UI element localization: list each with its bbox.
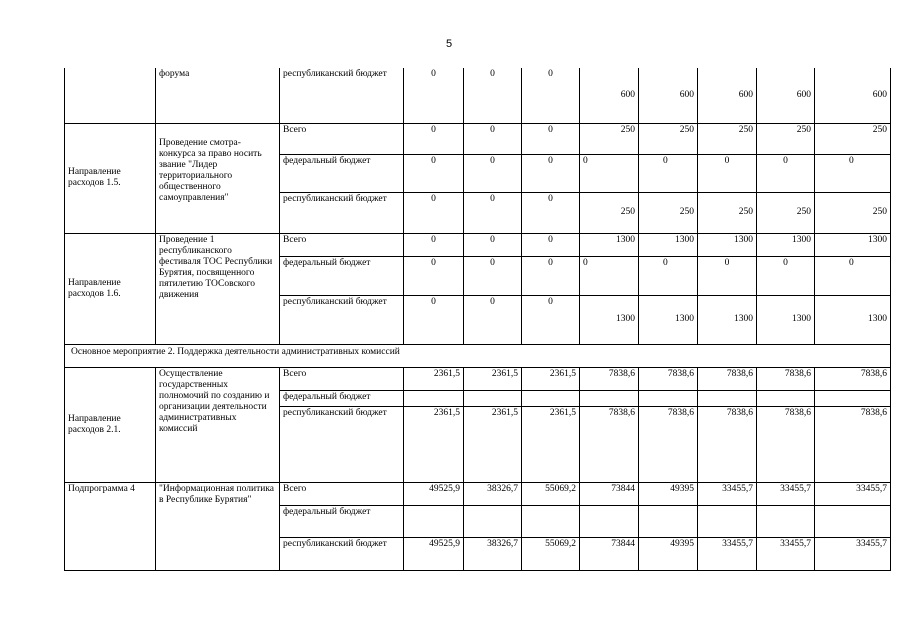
value-cell: 7838,6 — [580, 406, 639, 482]
value-cell: 0 — [404, 123, 464, 154]
table-row — [65, 482, 891, 505]
table-row — [65, 233, 891, 256]
value-cell: 7838,6 — [698, 406, 757, 482]
value-cell: 0 — [698, 154, 757, 192]
event-name-cell: форума — [156, 68, 280, 123]
value-cell: 7838,6 — [698, 367, 757, 390]
value-cell: 38326,7 — [464, 537, 522, 570]
value-cell: 250 — [580, 192, 639, 233]
value-cell: 2361,5 — [404, 406, 464, 482]
value-cell: 0 — [464, 256, 522, 295]
value-cell: 0 — [580, 256, 639, 295]
value-cell: 49525,9 — [404, 482, 464, 505]
value-cell: 0 — [522, 123, 580, 154]
value-cell: 1300 — [815, 295, 891, 344]
value-cell: 1300 — [580, 233, 639, 256]
source-cell: республиканский бюджет — [280, 406, 404, 482]
value-cell — [464, 505, 522, 537]
value-cell: 0 — [404, 295, 464, 344]
source-cell: Всего — [280, 482, 404, 505]
value-cell — [464, 390, 522, 406]
source-cell: федеральный бюджет — [280, 505, 404, 537]
value-cell — [580, 505, 639, 537]
value-cell: 49395 — [639, 482, 698, 505]
source-cell: республиканский бюджет — [280, 192, 404, 233]
value-cell: 250 — [698, 123, 757, 154]
table-row — [65, 367, 891, 390]
value-cell: 2361,5 — [464, 367, 522, 390]
table-row — [65, 68, 891, 123]
value-cell: 0 — [639, 256, 698, 295]
value-cell: 33455,7 — [815, 537, 891, 570]
value-cell: 55069,2 — [522, 482, 580, 505]
main-activity-heading: Основное мероприятие 2. Поддержка деятельности административных комиссий — [65, 344, 891, 367]
value-cell — [757, 505, 815, 537]
table-row — [65, 344, 891, 367]
value-cell: 1300 — [815, 233, 891, 256]
value-cell: 250 — [815, 192, 891, 233]
value-cell: 0 — [757, 256, 815, 295]
value-cell: 2361,5 — [404, 367, 464, 390]
value-cell: 73844 — [580, 482, 639, 505]
page-number: 5 — [446, 38, 453, 50]
value-cell: 0 — [522, 68, 580, 123]
value-cell: 0 — [639, 154, 698, 192]
direction-cell: Подпрограмма 4 — [65, 482, 156, 570]
value-cell: 600 — [639, 68, 698, 123]
value-cell: 38326,7 — [464, 482, 522, 505]
value-cell: 0 — [404, 256, 464, 295]
source-cell: республиканский бюджет — [280, 295, 404, 344]
value-cell — [698, 505, 757, 537]
value-cell: 250 — [757, 123, 815, 154]
value-cell: 49525,9 — [404, 537, 464, 570]
value-cell: 0 — [815, 154, 891, 192]
value-cell: 0 — [404, 154, 464, 192]
value-cell: 33455,7 — [698, 537, 757, 570]
source-cell: федеральный бюджет — [280, 390, 404, 406]
value-cell: 7838,6 — [639, 406, 698, 482]
value-cell: 0 — [757, 154, 815, 192]
direction-cell: Направление расходов 1.5. — [65, 123, 156, 233]
value-cell: 250 — [580, 123, 639, 154]
value-cell: 1300 — [757, 295, 815, 344]
direction-cell — [65, 68, 156, 123]
table-row — [65, 123, 891, 154]
value-cell: 1300 — [580, 295, 639, 344]
value-cell: 250 — [757, 192, 815, 233]
value-cell: 600 — [815, 68, 891, 123]
value-cell: 250 — [698, 192, 757, 233]
value-cell: 250 — [815, 123, 891, 154]
value-cell: 0 — [464, 123, 522, 154]
source-cell: федеральный бюджет — [280, 154, 404, 192]
value-cell — [404, 390, 464, 406]
budget-table — [64, 68, 891, 571]
value-cell: 33455,7 — [815, 482, 891, 505]
value-cell: 2361,5 — [522, 367, 580, 390]
value-cell: 33455,7 — [757, 537, 815, 570]
value-cell: 0 — [698, 256, 757, 295]
value-cell: 0 — [404, 233, 464, 256]
value-cell: 7838,6 — [815, 367, 891, 390]
value-cell: 600 — [698, 68, 757, 123]
value-cell: 0 — [464, 295, 522, 344]
value-cell: 1300 — [698, 233, 757, 256]
event-name-cell: Проведение 1 республиканского фестиваля ТОС Республики Бурятия, посвященного пятилетию ТОСовского движения — [156, 233, 280, 344]
value-cell — [522, 505, 580, 537]
value-cell: 0 — [404, 192, 464, 233]
value-cell: 7838,6 — [639, 367, 698, 390]
value-cell: 2361,5 — [522, 406, 580, 482]
value-cell: 33455,7 — [757, 482, 815, 505]
source-cell: республиканский бюджет — [280, 68, 404, 123]
value-cell — [580, 390, 639, 406]
value-cell: 250 — [639, 123, 698, 154]
value-cell — [815, 390, 891, 406]
source-cell: республиканский бюджет — [280, 537, 404, 570]
value-cell — [815, 505, 891, 537]
value-cell: 0 — [404, 68, 464, 123]
value-cell: 7838,6 — [580, 367, 639, 390]
value-cell: 0 — [522, 295, 580, 344]
direction-cell: Направление расходов 2.1. — [65, 367, 156, 482]
value-cell: 1300 — [639, 295, 698, 344]
value-cell — [757, 390, 815, 406]
value-cell: 0 — [815, 256, 891, 295]
value-cell: 73844 — [580, 537, 639, 570]
value-cell: 0 — [464, 233, 522, 256]
value-cell: 1300 — [757, 233, 815, 256]
value-cell: 0 — [522, 192, 580, 233]
value-cell — [639, 505, 698, 537]
source-cell: Всего — [280, 233, 404, 256]
value-cell: 2361,5 — [464, 406, 522, 482]
value-cell: 0 — [464, 68, 522, 123]
value-cell: 0 — [522, 256, 580, 295]
value-cell: 55069,2 — [522, 537, 580, 570]
event-name-cell: "Информационная политика в Республике Бурятия" — [156, 482, 280, 570]
value-cell: 600 — [757, 68, 815, 123]
value-cell: 0 — [464, 154, 522, 192]
value-cell: 7838,6 — [757, 406, 815, 482]
value-cell: 7838,6 — [815, 406, 891, 482]
value-cell: 1300 — [698, 295, 757, 344]
direction-cell: Направление расходов 1.6. — [65, 233, 156, 344]
event-name-cell: Проведение смотра-конкурса за право носить звание "Лидер территориального общественного самоуправления" — [156, 123, 280, 233]
value-cell: 1300 — [639, 233, 698, 256]
source-cell: Всего — [280, 367, 404, 390]
value-cell: 49395 — [639, 537, 698, 570]
value-cell — [698, 390, 757, 406]
event-name-cell: Осуществление государственных полномочий по созданию и организации деятельности административных комиссий — [156, 367, 280, 482]
value-cell: 250 — [639, 192, 698, 233]
value-cell: 7838,6 — [757, 367, 815, 390]
value-cell — [639, 390, 698, 406]
source-cell: Всего — [280, 123, 404, 154]
value-cell: 0 — [580, 154, 639, 192]
value-cell — [404, 505, 464, 537]
value-cell: 600 — [580, 68, 639, 123]
value-cell: 33455,7 — [698, 482, 757, 505]
value-cell: 0 — [464, 192, 522, 233]
value-cell: 0 — [522, 154, 580, 192]
source-cell: федеральный бюджет — [280, 256, 404, 295]
value-cell — [522, 390, 580, 406]
value-cell: 0 — [522, 233, 580, 256]
